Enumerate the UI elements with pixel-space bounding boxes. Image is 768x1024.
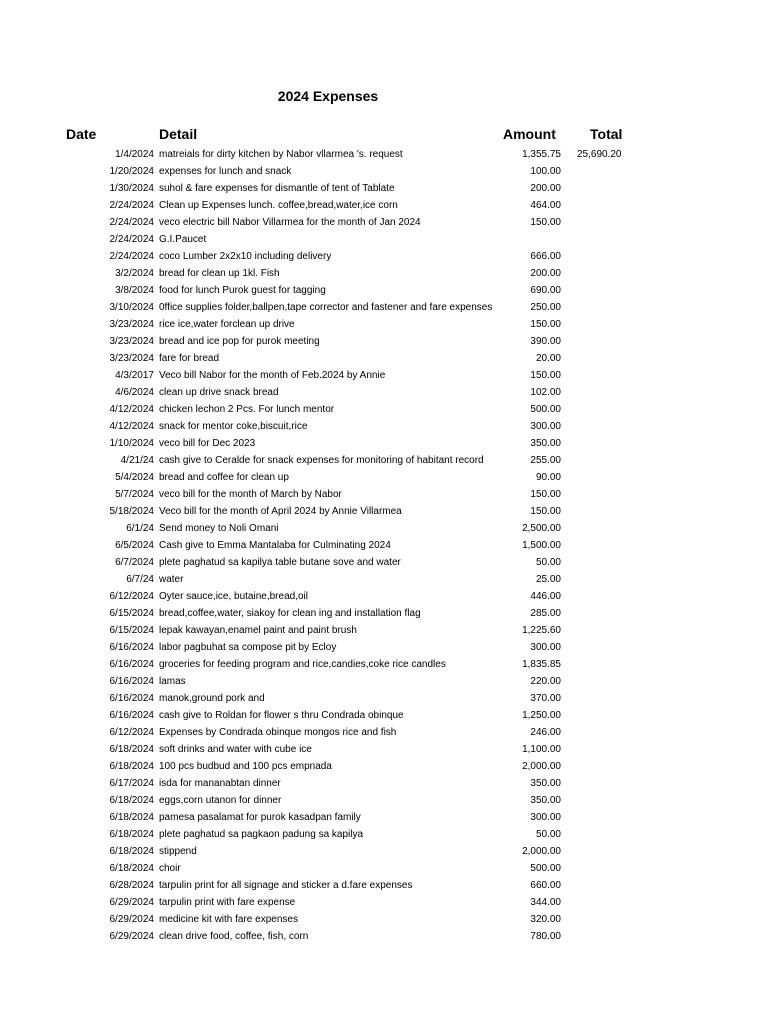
detail-cell: matreials for dirty kitchen by Nabor vllarmea 's. request <box>159 149 403 160</box>
date-cell: 1/30/2024 <box>109 183 154 194</box>
amount-cell: 150.00 <box>530 319 561 330</box>
detail-cell: stippend <box>159 846 197 857</box>
detail-cell: rice ice,water forclean up drive <box>159 319 295 330</box>
table-row <box>0 894 768 911</box>
date-cell: 6/5/2024 <box>115 540 154 551</box>
detail-cell: groceries for feeding program and rice,candies,coke rice candles <box>159 659 446 670</box>
table-row <box>0 401 768 418</box>
date-cell: 4/12/2024 <box>109 421 154 432</box>
amount-cell: 50.00 <box>535 557 561 568</box>
detail-cell: clean up drive snack bread <box>159 387 279 398</box>
table-row <box>0 248 768 265</box>
amount-cell: 25.00 <box>535 574 561 585</box>
date-cell: 6/7/24 <box>126 574 154 585</box>
column-header-date: Date <box>66 126 97 142</box>
detail-cell: veco bill for Dec 2023 <box>159 438 256 449</box>
date-cell: 6/18/2024 <box>109 863 154 874</box>
table-row <box>0 265 768 282</box>
table-row <box>0 911 768 928</box>
detail-cell: Oyter sauce,ice, butaine,bread,oil <box>159 591 308 602</box>
detail-cell: Send money to Noli Omani <box>159 523 279 534</box>
table-row <box>0 299 768 316</box>
date-cell: 3/23/2024 <box>109 336 154 347</box>
date-cell: 6/29/2024 <box>109 931 154 942</box>
table-row <box>0 282 768 299</box>
table-row <box>0 214 768 231</box>
amount-cell: 370.00 <box>530 693 561 704</box>
date-cell: 5/7/2024 <box>115 489 154 500</box>
amount-cell: 100.00 <box>530 166 561 177</box>
amount-cell: 200.00 <box>530 183 561 194</box>
detail-cell: lamas <box>159 676 186 687</box>
date-cell: 6/17/2024 <box>109 778 154 789</box>
detail-cell: tarpulin print with fare expense <box>159 897 296 908</box>
table-row <box>0 316 768 333</box>
table-row <box>0 690 768 707</box>
date-cell: 6/16/2024 <box>109 676 154 687</box>
table-row <box>0 792 768 809</box>
date-cell: 3/10/2024 <box>109 302 154 313</box>
amount-cell: 344.00 <box>530 897 561 908</box>
date-cell: 2/24/2024 <box>109 200 154 211</box>
amount-cell: 150.00 <box>530 489 561 500</box>
table-row <box>0 707 768 724</box>
date-cell: 6/16/2024 <box>109 710 154 721</box>
amount-cell: 500.00 <box>530 404 561 415</box>
amount-cell: 666.00 <box>530 251 561 262</box>
amount-cell: 320.00 <box>530 914 561 925</box>
table-row <box>0 435 768 452</box>
table-row <box>0 180 768 197</box>
amount-cell: 1,100.00 <box>522 744 561 755</box>
table-row <box>0 860 768 877</box>
amount-cell: 446.00 <box>530 591 561 602</box>
table-row <box>0 520 768 537</box>
table-row <box>0 673 768 690</box>
table-row <box>0 571 768 588</box>
detail-cell: Veco bill Nabor for the month of Feb.2024 by Annie <box>159 370 386 381</box>
detail-cell: Clean up Expenses lunch. coffee,bread,water,ice corn <box>159 200 398 211</box>
detail-cell: soft drinks and water with cube ice <box>159 744 312 755</box>
table-row <box>0 452 768 469</box>
amount-cell: 150.00 <box>530 217 561 228</box>
date-cell: 5/18/2024 <box>109 506 154 517</box>
date-cell: 6/29/2024 <box>109 914 154 925</box>
date-cell: 3/2/2024 <box>115 268 154 279</box>
detail-cell: Veco bill for the month of April 2024 by Annie Villarmea <box>159 506 402 517</box>
column-header-amount: Amount <box>503 126 556 142</box>
amount-cell: 1,835.85 <box>522 659 561 670</box>
detail-cell: bread for clean up 1kl. Fish <box>159 268 280 279</box>
detail-cell: tarpulin print for all signage and sticker a d.fare expenses <box>159 880 413 891</box>
date-cell: 6/16/2024 <box>109 642 154 653</box>
detail-cell: 100 pcs budbud and 100 pcs empnada <box>159 761 332 772</box>
date-cell: 6/12/2024 <box>109 591 154 602</box>
table-row <box>0 231 768 248</box>
table-row <box>0 146 768 163</box>
date-cell: 6/18/2024 <box>109 829 154 840</box>
column-header-detail: Detail <box>159 126 198 142</box>
table-row <box>0 588 768 605</box>
amount-cell: 2,000.00 <box>522 761 561 772</box>
table-row <box>0 367 768 384</box>
date-cell: 6/18/2024 <box>109 761 154 772</box>
amount-cell: 246.00 <box>530 727 561 738</box>
table-row <box>0 163 768 180</box>
date-cell: 2/24/2024 <box>109 251 154 262</box>
amount-cell: 20.00 <box>535 353 561 364</box>
detail-cell: plete paghatud sa pagkaon padung sa kapilya <box>159 829 364 840</box>
table-row <box>0 877 768 894</box>
table-row <box>0 605 768 622</box>
detail-cell: snack for mentor coke,biscuit,rice <box>159 421 308 432</box>
date-cell: 6/15/2024 <box>109 625 154 636</box>
amount-cell: 1,225.60 <box>522 625 561 636</box>
date-cell: 3/8/2024 <box>115 285 154 296</box>
amount-cell: 300.00 <box>530 421 561 432</box>
expense-table-body <box>0 146 768 945</box>
table-row <box>0 639 768 656</box>
amount-cell: 1,355.75 <box>522 149 561 160</box>
table-row <box>0 333 768 350</box>
table-row <box>0 197 768 214</box>
detail-cell: fare for bread <box>159 353 220 364</box>
date-cell: 1/10/2024 <box>109 438 154 449</box>
detail-cell: veco electric bill Nabor Villarmea for the month of Jan 2024 <box>159 217 421 228</box>
column-header-total: Total <box>590 126 623 142</box>
detail-cell: lepak kawayan,enamel paint and paint brush <box>159 625 357 636</box>
detail-cell: manok,ground pork and <box>159 693 265 704</box>
amount-cell: 350.00 <box>530 795 561 806</box>
detail-cell: Cash give to Emma Mantalaba for Culminating 2024 <box>159 540 391 551</box>
amount-cell: 350.00 <box>530 778 561 789</box>
total-cell: 25,690.20 <box>577 149 622 160</box>
date-cell: 6/7/2024 <box>115 557 154 568</box>
date-cell: 6/29/2024 <box>109 897 154 908</box>
date-cell: 6/1/24 <box>126 523 154 534</box>
detail-cell: plete paghatud sa kapilya table butane sove and water <box>159 557 401 568</box>
detail-cell: medicine kit with fare expenses <box>159 914 298 925</box>
date-cell: 6/18/2024 <box>109 744 154 755</box>
detail-cell: 0ffice supplies folder,ballpen,tape corrector and fastener and fare expenses <box>159 302 493 313</box>
amount-cell: 150.00 <box>530 506 561 517</box>
table-row <box>0 503 768 520</box>
date-cell: 6/16/2024 <box>109 659 154 670</box>
detail-cell: bread and ice pop for purok meeting <box>159 336 320 347</box>
amount-cell: 2,500.00 <box>522 523 561 534</box>
date-cell: 4/12/2024 <box>109 404 154 415</box>
date-cell: 3/23/2024 <box>109 353 154 364</box>
date-cell: 2/24/2024 <box>109 234 154 245</box>
amount-cell: 200.00 <box>530 268 561 279</box>
date-cell: 3/23/2024 <box>109 319 154 330</box>
table-row <box>0 350 768 367</box>
amount-cell: 90.00 <box>535 472 561 483</box>
date-cell: 1/4/2024 <box>115 149 154 160</box>
amount-cell: 220.00 <box>530 676 561 687</box>
date-cell: 4/3/2017 <box>115 370 154 381</box>
detail-cell: labor pagbuhat sa compose pit by Ecloy <box>159 642 337 653</box>
amount-cell: 150.00 <box>530 370 561 381</box>
date-cell: 6/18/2024 <box>109 812 154 823</box>
date-cell: 6/12/2024 <box>109 727 154 738</box>
date-cell: 5/4/2024 <box>115 472 154 483</box>
detail-cell: bread and coffee for clean up <box>159 472 289 483</box>
detail-cell: cash give to Roldan for flower s thru Condrada obinque <box>159 710 404 721</box>
date-cell: 6/18/2024 <box>109 795 154 806</box>
date-cell: 1/20/2024 <box>109 166 154 177</box>
amount-cell: 500.00 <box>530 863 561 874</box>
amount-cell: 102.00 <box>530 387 561 398</box>
table-row <box>0 656 768 673</box>
detail-cell: water <box>159 574 184 585</box>
table-row <box>0 486 768 503</box>
date-cell: 6/18/2024 <box>109 846 154 857</box>
amount-cell: 255.00 <box>530 455 561 466</box>
date-cell: 6/28/2024 <box>109 880 154 891</box>
detail-cell: veco bill for the month of March by Nabor <box>159 489 342 500</box>
table-row <box>0 469 768 486</box>
detail-cell: expenses for lunch and snack <box>159 166 292 177</box>
amount-cell: 350.00 <box>530 438 561 449</box>
detail-cell: G.I.Paucet <box>159 234 207 245</box>
detail-cell: isda for mananabtan dinner <box>159 778 281 789</box>
table-row <box>0 775 768 792</box>
date-cell: 4/6/2024 <box>115 387 154 398</box>
table-row <box>0 537 768 554</box>
amount-cell: 2,000.00 <box>522 846 561 857</box>
detail-cell: pamesa pasalamat for purok kasadpan family <box>159 812 361 823</box>
table-row <box>0 554 768 571</box>
amount-cell: 250.00 <box>530 302 561 313</box>
table-row <box>0 843 768 860</box>
detail-cell: clean drive food, coffee, fish, corn <box>159 931 309 942</box>
table-row <box>0 384 768 401</box>
table-row <box>0 928 768 945</box>
amount-cell: 464.00 <box>530 200 561 211</box>
amount-cell: 660.00 <box>530 880 561 891</box>
page-title: 2024 Expenses <box>277 88 379 104</box>
detail-cell: choir <box>159 863 181 874</box>
detail-cell: Expenses by Condrada obinque mongos rice and fish <box>159 727 397 738</box>
detail-cell: eggs,corn utanon for dinner <box>159 795 282 806</box>
detail-cell: food for lunch Purok guest for tagging <box>159 285 326 296</box>
amount-cell: 1,500.00 <box>522 540 561 551</box>
date-cell: 2/24/2024 <box>109 217 154 228</box>
amount-cell: 690.00 <box>530 285 561 296</box>
table-row <box>0 809 768 826</box>
amount-cell: 285.00 <box>530 608 561 619</box>
date-cell: 6/16/2024 <box>109 693 154 704</box>
table-row <box>0 826 768 843</box>
amount-cell: 300.00 <box>530 642 561 653</box>
table-row <box>0 724 768 741</box>
detail-cell: suhol & fare expenses for dismantle of tent of Tablate <box>159 183 395 194</box>
date-cell: 6/15/2024 <box>109 608 154 619</box>
amount-cell: 50.00 <box>535 829 561 840</box>
detail-cell: cash give to Ceralde for snack expenses for monitoring of habitant record <box>159 455 484 466</box>
amount-cell: 1,250.00 <box>522 710 561 721</box>
table-row <box>0 758 768 775</box>
date-cell: 4/21/24 <box>120 455 154 466</box>
detail-cell: chicken lechon 2 Pcs. For lunch mentor <box>159 404 335 415</box>
detail-cell: coco Lumber 2x2x10 including delivery <box>159 251 332 262</box>
table-row <box>0 622 768 639</box>
detail-cell: bread,coffee,water, siakoy for clean ing and installation flag <box>159 608 421 619</box>
amount-cell: 390.00 <box>530 336 561 347</box>
table-row <box>0 741 768 758</box>
table-row <box>0 418 768 435</box>
amount-cell: 780.00 <box>530 931 561 942</box>
amount-cell: 300.00 <box>530 812 561 823</box>
